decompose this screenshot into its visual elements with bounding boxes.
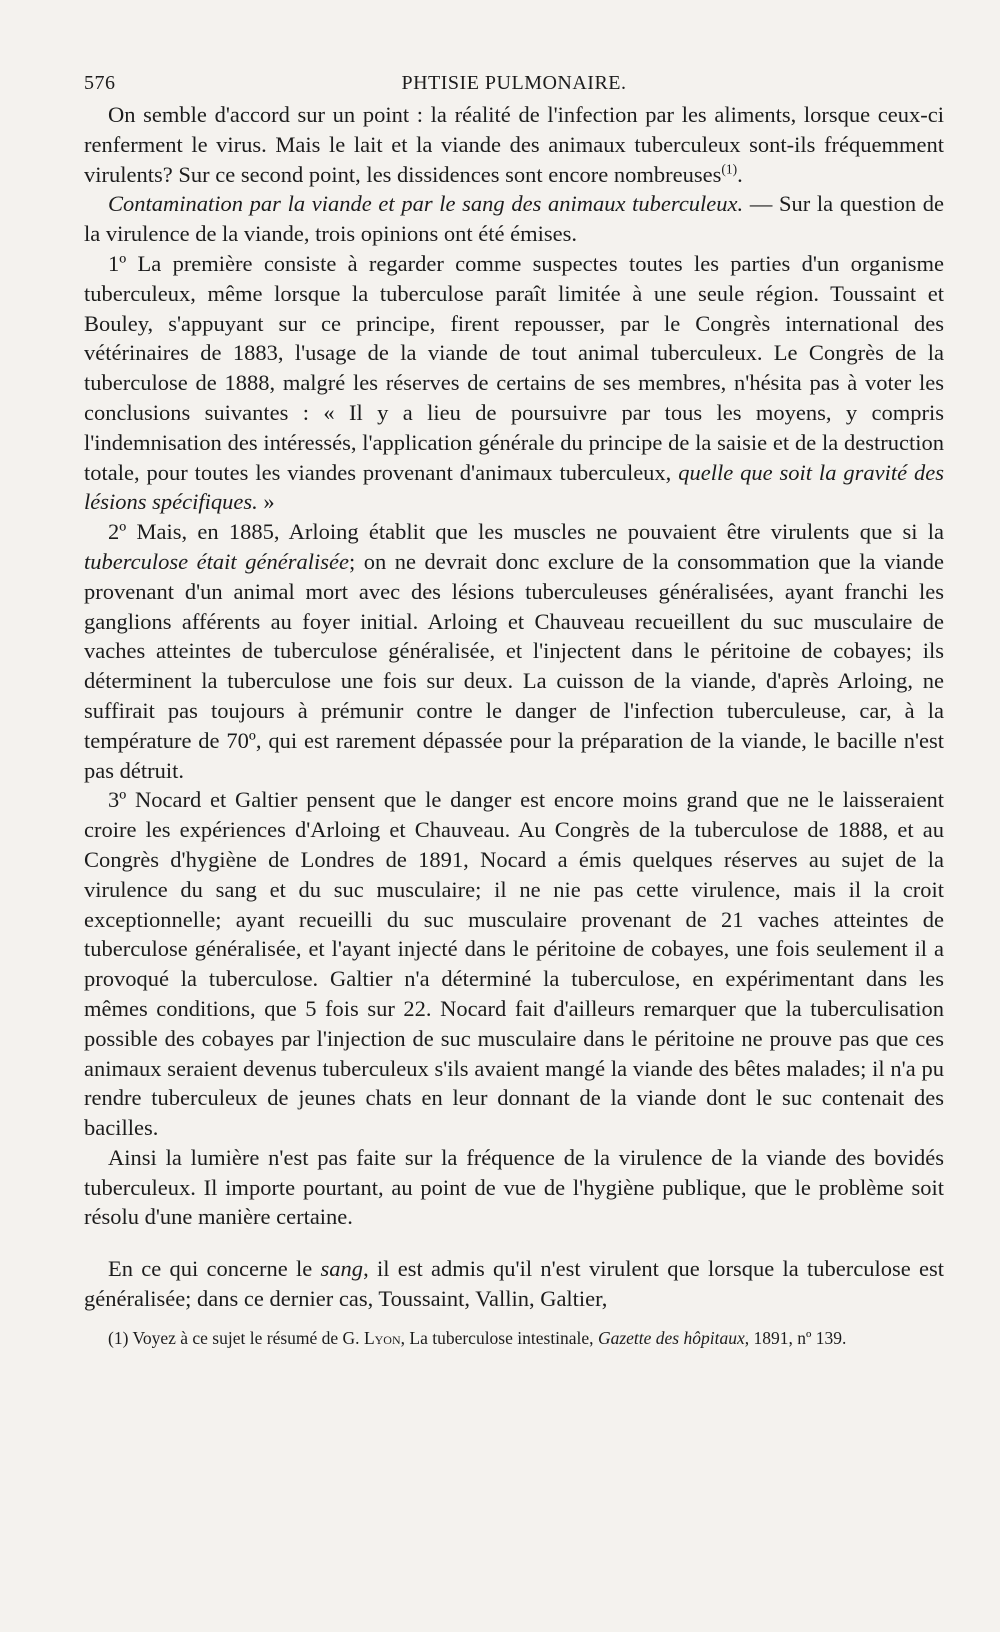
paragraph-3: 1º La première consiste à regarder comme suspectes toutes les parties d'un organisme tuberculeux, même lorsque la tuberculose paraît limitée à une seule région. Toussaint et Bouley, s'appuyant sur ce principe, firent repousser, par le Congrès international des vétérinaires de 1883, l'usage de la viande de tout animal tuberculeux. Le Congrès de la tuberculose de 1888, malgré les réserves de certains de ses membres, n'hésita pas à voter les conclusions suivantes : « Il y a lieu de poursuivre par tous les moyens, y compris l'indemnisation des intéressés, l'application générale du principe de la saisie et de la destruction totale, pour toutes les viandes provenant d'animaux tuberculeux, quelle que soit la gravité des lésions spécifiques. » — [84, 250, 944, 515]
footnote-author: Lyon — [363, 1327, 401, 1348]
paragraph-4: 2º Mais, en 1885, Arloing établit que les muscles ne pouvaient être virulents que si la tuberculose était généralisée; on ne devrait donc exclure de la consommation que la viande provenant d'un animal mort avec des lésions tuberculeuses généralisées, ayant franchi les ganglions afférents au foyer initial. Arloing et Chauveau recueillent du suc musculaire de vaches atteintes de tuberculose généralisée, et l'injectent dans le péritoine de cobayes; ils déterminent la tuberculose une fois sur deux. La cuisson de la viande, d'après Arloing, ne suffirait pas toujours à prémunir contre le danger de l'infection tuberculeuse, car, à la température de 70º, qui est rarement dépassée pour la préparation de la viande, le bacille n'est pas détruit. — [84, 519, 944, 783]
running-head — [84, 66, 944, 100]
footnote-journal: Gazette des hôpitaux — [597, 1327, 745, 1348]
paragraph-5: 3º Nocard et Galtier pensent que le danger est encore moins grand que ne le laisseraient croire les expériences d'Arloing et Chauveau. Au Congrès de la tuberculose de 1888, et au Congrès d'hygiène de Londres de 1891, Nocard a émis quelques réserves au sujet de la virulence du sang et du suc musculaire; il ne nie pas cette virulence, mais il la croit exceptionnelle; ayant recueilli du suc musculaire provenant de 21 vaches atteintes de tuberculose généralisée, et l'ayant injecté dans le péritoine de cobayes, une fois seulement il a provoqué la tuberculose. Galtier n'a déterminé la tuberculose, en expérimentant dans les mêmes conditions, que 5 fois sur 22. Nocard fait d'ailleurs remarquer que la tuberculisation possible des cobayes par l'injection de suc musculaire dans le péritoine ne prouve pas que ces animaux seraient devenus tuberculeux s'ils avaient mangé la viande des bêtes malades; il n'a pu rendre tuberculeux de jeunes chats en leur donnant de la viande dont le suc contenait des bacilles. — [84, 787, 944, 1141]
paragraph-2: Contamination par la viande et par le sang des animaux tuberculeux. — Sur la question de la virulence de la viande, trois opinions ont été émises. — [84, 191, 944, 247]
footnote-reference[interactable]: (1) — [721, 161, 738, 177]
running-title: PHTISIE PULMONAIRE. — [401, 72, 627, 94]
paragraph-1: On semble d'accord sur un point : la réalité de l'infection par les aliments, lorsque ceux-ci renferment le virus. Mais le lait et la viande des animaux tuberculeux sont-ils fréquemment virulents? Sur ce second point, les dissidences sont encore nombreuses$^{(1)}$. — [84, 102, 944, 187]
footnote: (1) Voyez à ce sujet le résumé de G. Lyon, La tuberculose intestinale, Gazette des hôpitaux, 1891, nº 139. — [108, 1327, 847, 1348]
paragraph-7: En ce qui concerne le sang, il est admis qu'il n'est virulent que lorsque la tuberculose est généralisée; dans ce dernier cas, Toussaint, Vallin, Galtier, — [84, 1256, 944, 1312]
footnote-mark: (1) — [108, 1327, 129, 1348]
footnote-divider — [84, 1314, 944, 1322]
section-heading-italic: Contamination par la viande et par le sang des animaux tuberculeux. — [108, 191, 744, 217]
body-text — [84, 100, 944, 1314]
page-number: 576 — [84, 72, 116, 94]
paragraph-6: Ainsi la lumière n'est pas faite sur la fréquence de la virulence de la viande des bovidés tuberculeux. Il importe pourtant, au point de vue de l'hygiène publique, que le problème soit résolu d'une manière certaine. — [84, 1144, 944, 1230]
